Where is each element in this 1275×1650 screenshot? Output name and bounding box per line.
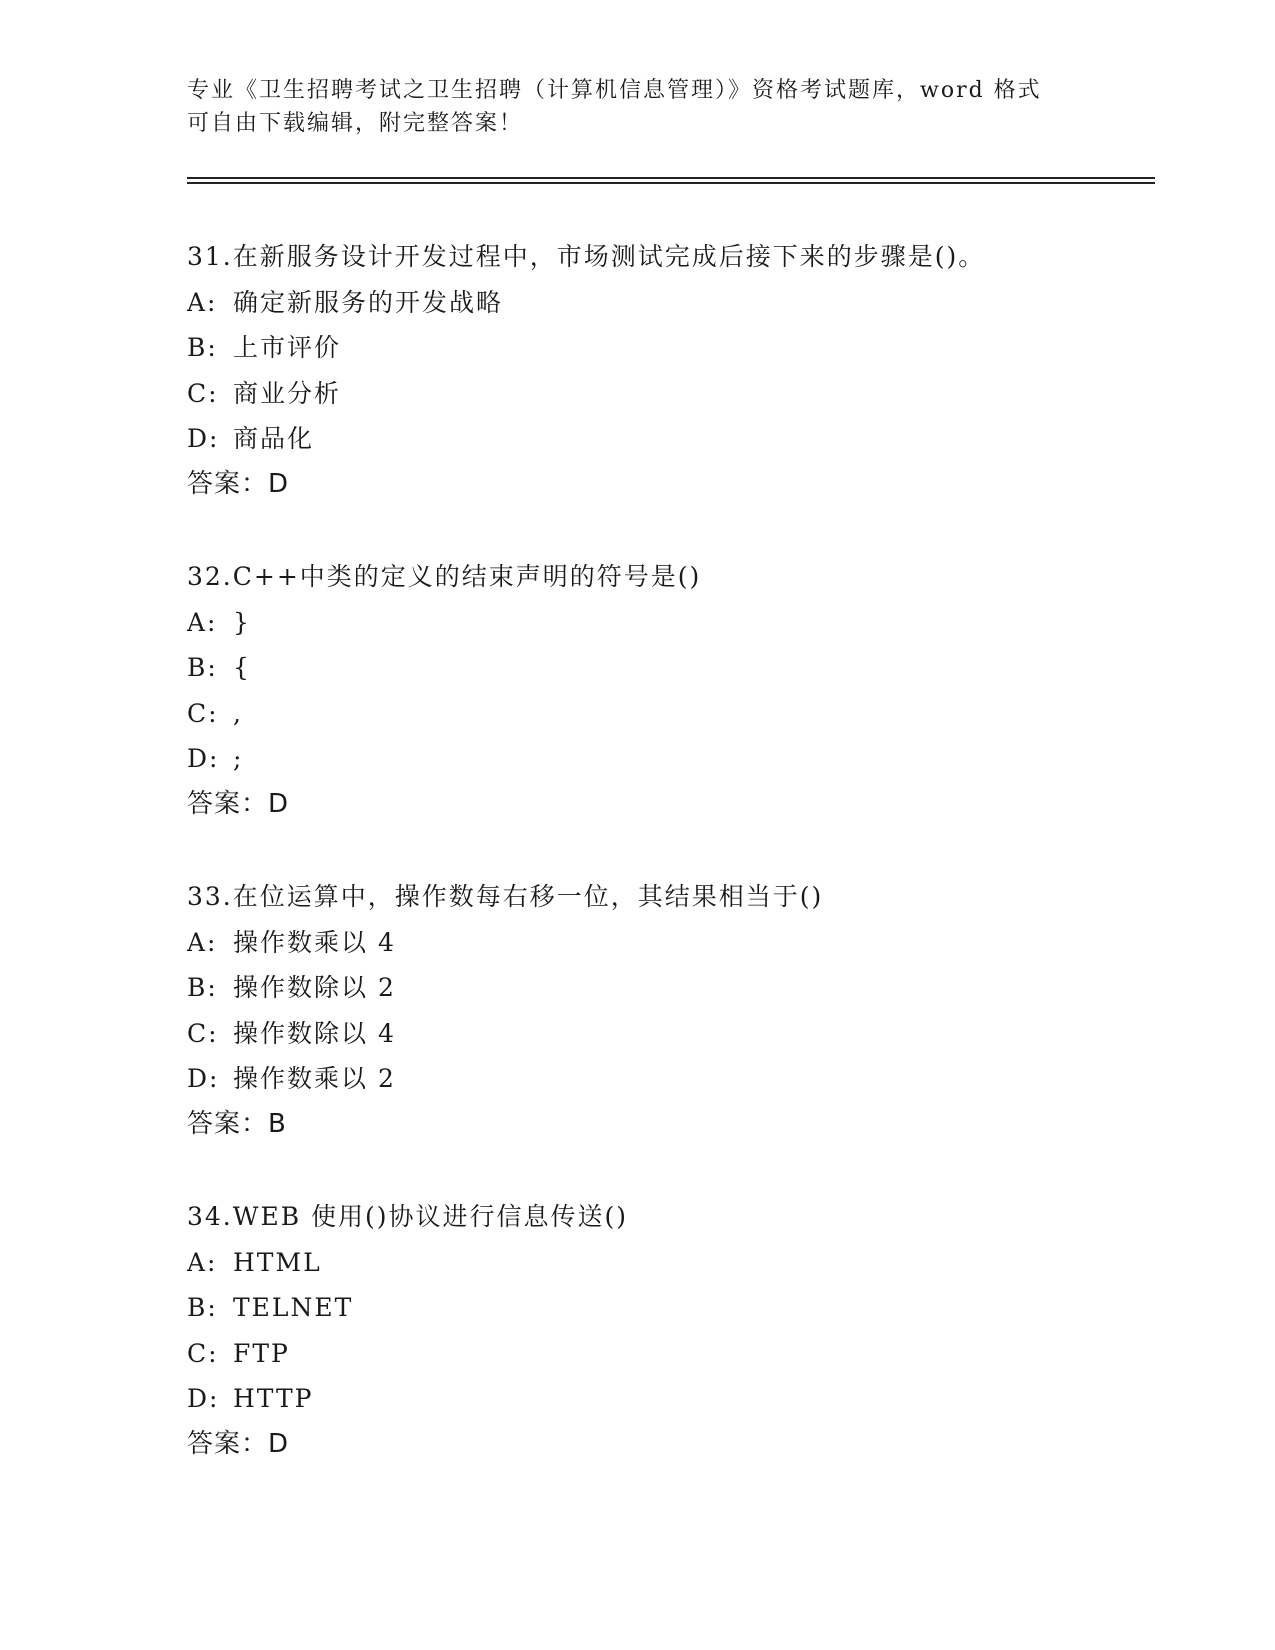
option-key: B: [187,653,218,682]
option-text: 操作数除以 2 [233,973,396,1002]
option-d [187,1376,1147,1422]
option-text: , [233,698,243,728]
option-key: A: [187,927,218,957]
option-text: 操作数除以 4 [233,1018,396,1048]
option-a [187,280,1147,326]
option-key: A: [187,287,218,317]
option-c [187,1011,1147,1057]
option-text: TELNET [233,1293,354,1322]
option-b [187,325,1147,371]
option-text: { [233,653,251,682]
question-33 [187,874,1147,1147]
option-a [187,1240,1147,1286]
option-text: ; [233,744,244,773]
option-key: A: [187,1247,218,1277]
option-text: 操作数乘以 4 [233,927,396,957]
option-key: B: [187,973,218,1002]
option-d [187,1056,1147,1102]
option-text: } [233,607,251,637]
header-title-line-2: 可自由下载编辑，附完整答案！ [187,111,524,136]
answer-line: 答案：D [187,468,290,499]
option-key: C: [187,1338,219,1368]
option-key: B: [187,333,218,362]
answer-line: 答案：D [187,788,290,819]
option-b [187,1285,1147,1331]
option-key: A: [187,607,218,637]
question-stem: 32.C++中类的定义的结束声明的符号是() [187,562,702,591]
option-text: 上市评价 [233,333,342,362]
header-title-line-1: 专业《卫生招聘考试之卫生招聘（计算机信息管理）》资格考试题库，word 格式 [187,78,1042,103]
option-c [187,1331,1147,1377]
question-stem: 33.在位运算中，操作数每右移一位，其结果相当于() [187,882,824,911]
option-key: C: [187,1018,219,1048]
option-key: D: [187,744,220,773]
header-divider-bottom [187,182,1155,184]
option-a [187,920,1147,966]
option-text: 商业分析 [233,378,342,408]
option-b [187,645,1147,691]
option-text: 商品化 [233,424,315,453]
option-key: C: [187,378,219,408]
option-c [187,691,1147,737]
option-text: 确定新服务的开发战略 [233,287,504,317]
question-stem: 34.WEB 使用()协议进行信息传送() [187,1202,629,1231]
header-divider-top [187,177,1155,179]
option-d [187,416,1147,462]
option-text: FTP [233,1338,290,1368]
option-text: HTML [233,1247,322,1277]
option-key: C: [187,698,219,728]
question-34 [187,1194,1147,1467]
question-stem: 31.在新服务设计开发过程中，市场测试完成后接下来的步骤是()。 [187,242,986,271]
option-key: D: [187,1064,220,1093]
option-d [187,736,1147,782]
option-key: D: [187,1384,220,1413]
question-31 [187,234,1147,507]
option-c [187,371,1147,417]
option-b [187,965,1147,1011]
option-key: B: [187,1293,218,1322]
answer-line: 答案：D [187,1428,290,1459]
option-text: 操作数乘以 2 [233,1064,396,1093]
option-a [187,600,1147,646]
option-text: HTTP [233,1384,314,1413]
question-32 [187,554,1147,827]
document-header [187,74,1087,140]
answer-line: 答案：B [187,1108,287,1139]
option-key: D: [187,424,220,453]
